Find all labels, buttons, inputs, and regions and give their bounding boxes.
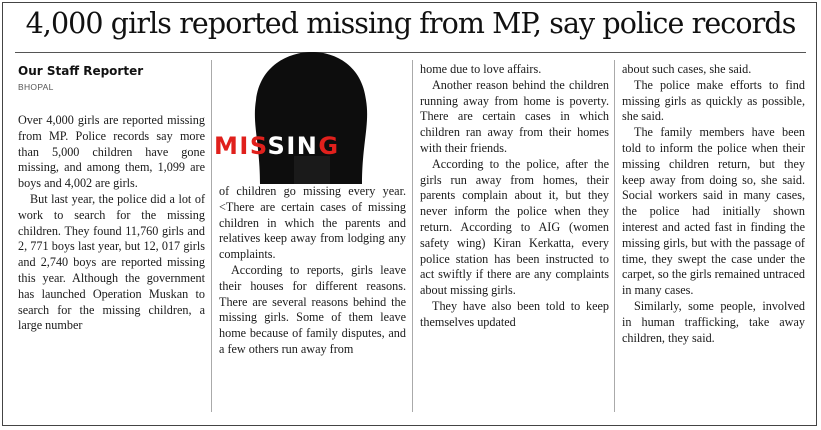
missing-label: MISSING: [214, 132, 340, 160]
missing-girl-illustration: [212, 52, 409, 184]
paragraph: home due to love affairs.: [420, 62, 542, 76]
paragraph: Another reason behind the children running away from home is poverty. There are certain cases in which children ran away from their homes with their friends.: [420, 77, 609, 155]
paragraph: Over 4,000 girls are reported missing from MP. Police records say more than 5,000 children have gone missing, and among them, 1,099 are boys and 4,002 are girls.: [18, 113, 205, 191]
paragraph: Similarly, some people, involved in human trafficking, take away children, they said.: [622, 298, 805, 345]
byline: Our Staff Reporter: [18, 64, 144, 78]
paragraph: The police make efforts to find missing girls as quickly as possible, she said.: [622, 77, 805, 124]
paragraph: about such cases, she said.: [622, 62, 752, 76]
paragraph: According to the police, after the girls run away from homes, their parents complain about it, but they never inform the police when they return. According to AIG (women safety wing) Kiran Kerkatta, every police station has been instructed to act swiftly if there are any complaints about missing girls.: [420, 156, 609, 298]
column-divider: [614, 60, 615, 412]
column-3: [420, 62, 609, 331]
neck-silhouette: [294, 156, 330, 184]
paragraph: of children go missing every year. <There are certain cases of missing children in which the parents and relatives keep away from lodging any complaints.: [219, 184, 406, 262]
paragraph: The family members have been told to inform the police when their missing children return, but they keep away from doing so, she said. Social workers said in many cases, the police had initially shown interest and acted fast in finding the missing girls, but with the passage of time, they swept the case under the carpet, so the girls remained untraced in many cases.: [622, 125, 805, 298]
column-2: [219, 184, 406, 358]
paragraph: According to reports, girls leave their houses for different reasons. There are several reasons behind the missing girls. Some of them leave home because of family disputes, and a few others run away from: [219, 262, 406, 356]
dateline: BHOPAL: [18, 82, 54, 92]
column-4: [622, 62, 805, 346]
paragraph: But last year, the police did a lot of work to search for the missing children. They found 11,760 girls and 2, 771 boys last year, but 12, 017 girls and 2,740 boys are reported missing this year. Although the government has launched Operation Muskan to search for the missing children, a large number: [18, 191, 205, 333]
column-1: [18, 113, 205, 334]
headline: 4,000 girls reported missing from MP, say police records: [25, 7, 796, 40]
paragraph: They have also been told to keep themselves updated: [420, 298, 609, 329]
headline-rule: [15, 52, 806, 53]
column-divider: [412, 60, 413, 412]
